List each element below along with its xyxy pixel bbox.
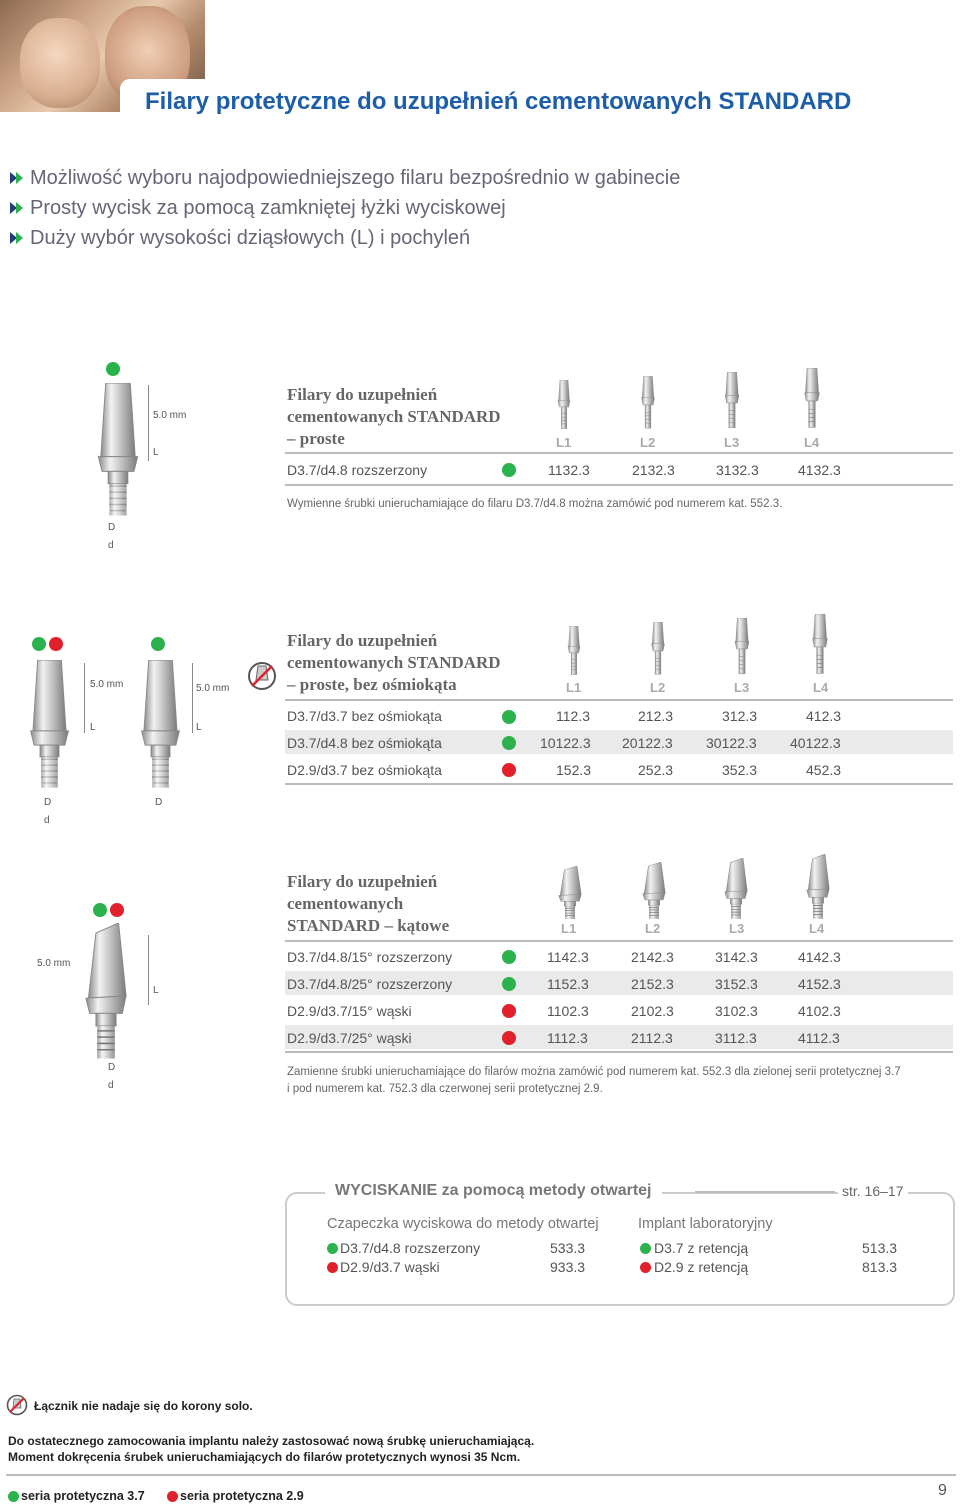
product-code: 3112.3 — [715, 1030, 757, 1046]
red-dot — [640, 1262, 651, 1273]
product-code: 40122.3 — [790, 735, 841, 751]
product-code: 4152.3 — [798, 976, 841, 992]
table-row — [285, 1025, 953, 1049]
page-number: 9 — [938, 1482, 947, 1499]
table-row — [285, 703, 953, 727]
abutment-image — [552, 380, 576, 434]
col-header: L4 — [804, 435, 820, 450]
product-code: 4142.3 — [798, 949, 841, 965]
box-left-title: Czapeczka wyciskowa do metody otwartej — [327, 1216, 599, 1232]
divider — [285, 699, 953, 701]
abutment-image — [804, 854, 832, 920]
dim-d: d — [44, 815, 50, 826]
green-dot — [327, 1243, 338, 1254]
green-dot — [106, 362, 120, 376]
product-code: 4132.3 — [798, 462, 841, 478]
abutment-image — [88, 383, 148, 518]
dim-D: D — [155, 797, 163, 808]
red-dot — [110, 903, 124, 917]
col-header: L3 — [729, 921, 745, 936]
bullet-item: Możliwość wyboru najodpowiedniejszego filaru bezpośrednio w gabinecie — [8, 167, 680, 190]
row-label: D3.7/d4.8 rozszerzony — [340, 1240, 481, 1256]
dim-height: 5.0 mm — [153, 410, 187, 421]
green-dot — [151, 637, 165, 651]
table-row — [285, 757, 953, 781]
row-label: D2.9/d3.7 wąski — [340, 1259, 440, 1275]
product-code: 2112.3 — [631, 1030, 673, 1046]
section-title: Filary do uzupełnień cementowanych STANDARD – proste, bez ośmiokąta — [287, 631, 501, 694]
product-code: 10122.3 — [540, 735, 591, 751]
table-row — [285, 998, 953, 1022]
row-label: D3.7/d4.8 rozszerzony — [287, 462, 428, 478]
product-code: 2152.3 — [631, 976, 674, 992]
product-code: 3152.3 — [715, 976, 758, 992]
dim-L: L — [196, 722, 202, 733]
abutment-image — [800, 368, 824, 434]
section-note: Zamienne śrubki unieruchamiające do filarów można zamówić pod numerem kat. 552.3 dla zielonej serii protetycznej 3.7 i pod numerem kat. 752.3 dla czerwonej serii protetycznej 2.9. — [287, 1066, 901, 1095]
green-dot — [8, 1491, 19, 1502]
green-dot — [640, 1243, 651, 1254]
product-code: 3102.3 — [715, 1003, 758, 1019]
red-dot — [327, 1262, 338, 1273]
bullet-item: Duży wybór wysokości dziąsłowych (L) i pochyleń — [8, 227, 470, 250]
dimension-line — [148, 385, 149, 461]
product-code: 112.3 — [556, 708, 590, 724]
red-dot — [167, 1491, 178, 1502]
box-heading: WYCISKANIE za pomocą metody otwartej — [325, 1180, 662, 1200]
section-title: Filary do uzupełnień cementowanych STANDARD – proste — [287, 385, 501, 448]
no-solo-crown-icon — [6, 1394, 28, 1416]
col-header: L2 — [650, 680, 666, 695]
divider — [285, 783, 953, 785]
dim-D: D — [108, 522, 116, 533]
col-header: L1 — [556, 435, 572, 450]
product-code: 2132.3 — [632, 462, 675, 478]
abutment-image — [808, 614, 832, 680]
row-label: D2.9/d3.7/15° wąski — [287, 1003, 412, 1019]
product-code: 152.3 — [556, 762, 592, 778]
product-code: 3132.3 — [716, 462, 759, 478]
bullet-arrow-icon — [8, 200, 24, 216]
table-row — [285, 730, 953, 754]
product-code: 1112.3 — [547, 1030, 588, 1046]
page-title: Filary protetyczne do uzupełnień cementowanych STANDARD — [145, 88, 852, 115]
section-title: Filary do uzupełnień cementowanych STANDARD – kątowe — [287, 872, 450, 935]
section-note: Wymienne śrubki unieruchamiające do filaru D3.7/d4.8 można zamówić pod numerem kat. 552.3. — [287, 498, 783, 510]
page-reference: str. 16–17 — [838, 1183, 908, 1199]
divider — [6, 1474, 956, 1476]
dim-d: d — [108, 540, 114, 551]
abutment-image — [730, 618, 754, 680]
red-dot — [502, 1031, 516, 1045]
dim-L: L — [90, 722, 96, 733]
abutment-image — [720, 372, 744, 434]
col-header: L3 — [724, 435, 740, 450]
table-row — [285, 944, 953, 968]
abutment-image — [636, 376, 660, 434]
row-label: D2.9 z retencją — [654, 1259, 749, 1275]
row-label: D2.9/d3.7 bez ośmiokąta — [287, 762, 442, 778]
dim-D: D — [108, 1062, 116, 1073]
col-header: L4 — [809, 921, 825, 936]
dimension-line — [148, 935, 149, 1005]
col-header: L2 — [640, 435, 656, 450]
table-row — [285, 971, 953, 995]
product-code: 3142.3 — [715, 949, 758, 965]
box-right-title: Implant laboratoryjny — [638, 1216, 773, 1232]
bullet-arrow-icon — [8, 170, 24, 186]
product-code: 513.3 — [862, 1240, 898, 1256]
product-code: 252.3 — [638, 762, 674, 778]
dim-L: L — [153, 447, 159, 458]
bullet-item: Prosty wycisk za pomocą zamkniętej łyżki wyciskowej — [8, 197, 506, 220]
abutment-image — [562, 626, 586, 680]
product-code: 20122.3 — [622, 735, 673, 751]
product-code: 452.3 — [806, 762, 842, 778]
abutment-image — [133, 660, 188, 790]
abutment-image — [556, 866, 584, 920]
product-code: 312.3 — [722, 708, 758, 724]
green-dot — [502, 736, 516, 750]
abutment-image — [640, 862, 668, 920]
col-header: L3 — [734, 680, 750, 695]
green-dot — [502, 463, 516, 477]
product-code: 412.3 — [806, 708, 842, 724]
warning-text: Łącznik nie nadaje się do korony solo. — [34, 1399, 253, 1413]
product-code: 352.3 — [722, 762, 758, 778]
no-octagon-icon — [246, 660, 278, 692]
product-code: 30122.3 — [706, 735, 757, 751]
red-dot — [49, 637, 63, 651]
product-code: 2102.3 — [631, 1003, 674, 1019]
product-code: 4112.3 — [798, 1030, 840, 1046]
col-header: L1 — [561, 921, 577, 936]
dim-height: 5.0 mm — [196, 683, 230, 694]
legend-item: seria protetyczna 2.9 — [180, 1489, 304, 1503]
dim-d: d — [108, 1080, 114, 1091]
divider — [285, 484, 953, 486]
product-code: 1132.3 — [548, 462, 590, 478]
row-label: D3.7/d4.8/15° rozszerzony — [287, 949, 453, 965]
green-dot — [502, 710, 516, 724]
product-code: 533.3 — [550, 1240, 586, 1256]
dim-height: 5.0 mm — [90, 679, 124, 690]
red-dot — [502, 1004, 516, 1018]
row-label: D3.7/d3.7 bez ośmiokąta — [287, 708, 442, 724]
col-header: L1 — [566, 680, 582, 695]
photo-face — [20, 18, 100, 108]
green-dot — [32, 637, 46, 651]
bullet-arrow-icon — [8, 230, 24, 246]
divider — [285, 940, 953, 942]
product-code: 1142.3 — [547, 949, 589, 965]
green-dot — [502, 950, 516, 964]
col-header: L4 — [813, 680, 829, 695]
green-dot — [93, 903, 107, 917]
footer-note: Do ostatecznego zamocowania implantu należy zastosować nową śrubkę unieruchamiającą. — [8, 1434, 535, 1448]
row-label: D3.7/d4.8/25° rozszerzony — [287, 976, 453, 992]
abutment-image — [722, 858, 750, 920]
product-code: 4102.3 — [798, 1003, 841, 1019]
row-label: D3.7 z retencją — [654, 1240, 749, 1256]
dim-D: D — [44, 797, 52, 808]
green-dot — [502, 977, 516, 991]
product-code: 933.3 — [550, 1259, 586, 1275]
product-code: 813.3 — [862, 1259, 898, 1275]
legend-item: seria protetyczna 3.7 — [21, 1489, 145, 1503]
dimension-line — [192, 663, 193, 733]
product-code: 1152.3 — [547, 976, 589, 992]
product-code: 2142.3 — [631, 949, 674, 965]
dim-height: 5.0 mm — [37, 958, 71, 969]
col-header: L2 — [645, 921, 661, 936]
abutment-image — [22, 660, 77, 790]
dimension-line — [84, 663, 85, 733]
product-code: 1102.3 — [547, 1003, 589, 1019]
dim-L: L — [153, 985, 159, 996]
divider — [285, 452, 953, 454]
row-label: D3.7/d4.8 bez ośmiokąta — [287, 735, 442, 751]
product-code: 212.3 — [638, 708, 674, 724]
divider — [695, 1191, 835, 1193]
footer-note: Moment dokręcenia śrubek unieruchamiających do filarów protetycznych wynosi 35 Ncm. — [8, 1450, 521, 1464]
divider — [285, 1051, 953, 1053]
red-dot — [502, 763, 516, 777]
abutment-image — [646, 622, 670, 680]
abutment-image — [75, 923, 137, 1061]
row-label: D2.9/d3.7/25° wąski — [287, 1030, 412, 1046]
